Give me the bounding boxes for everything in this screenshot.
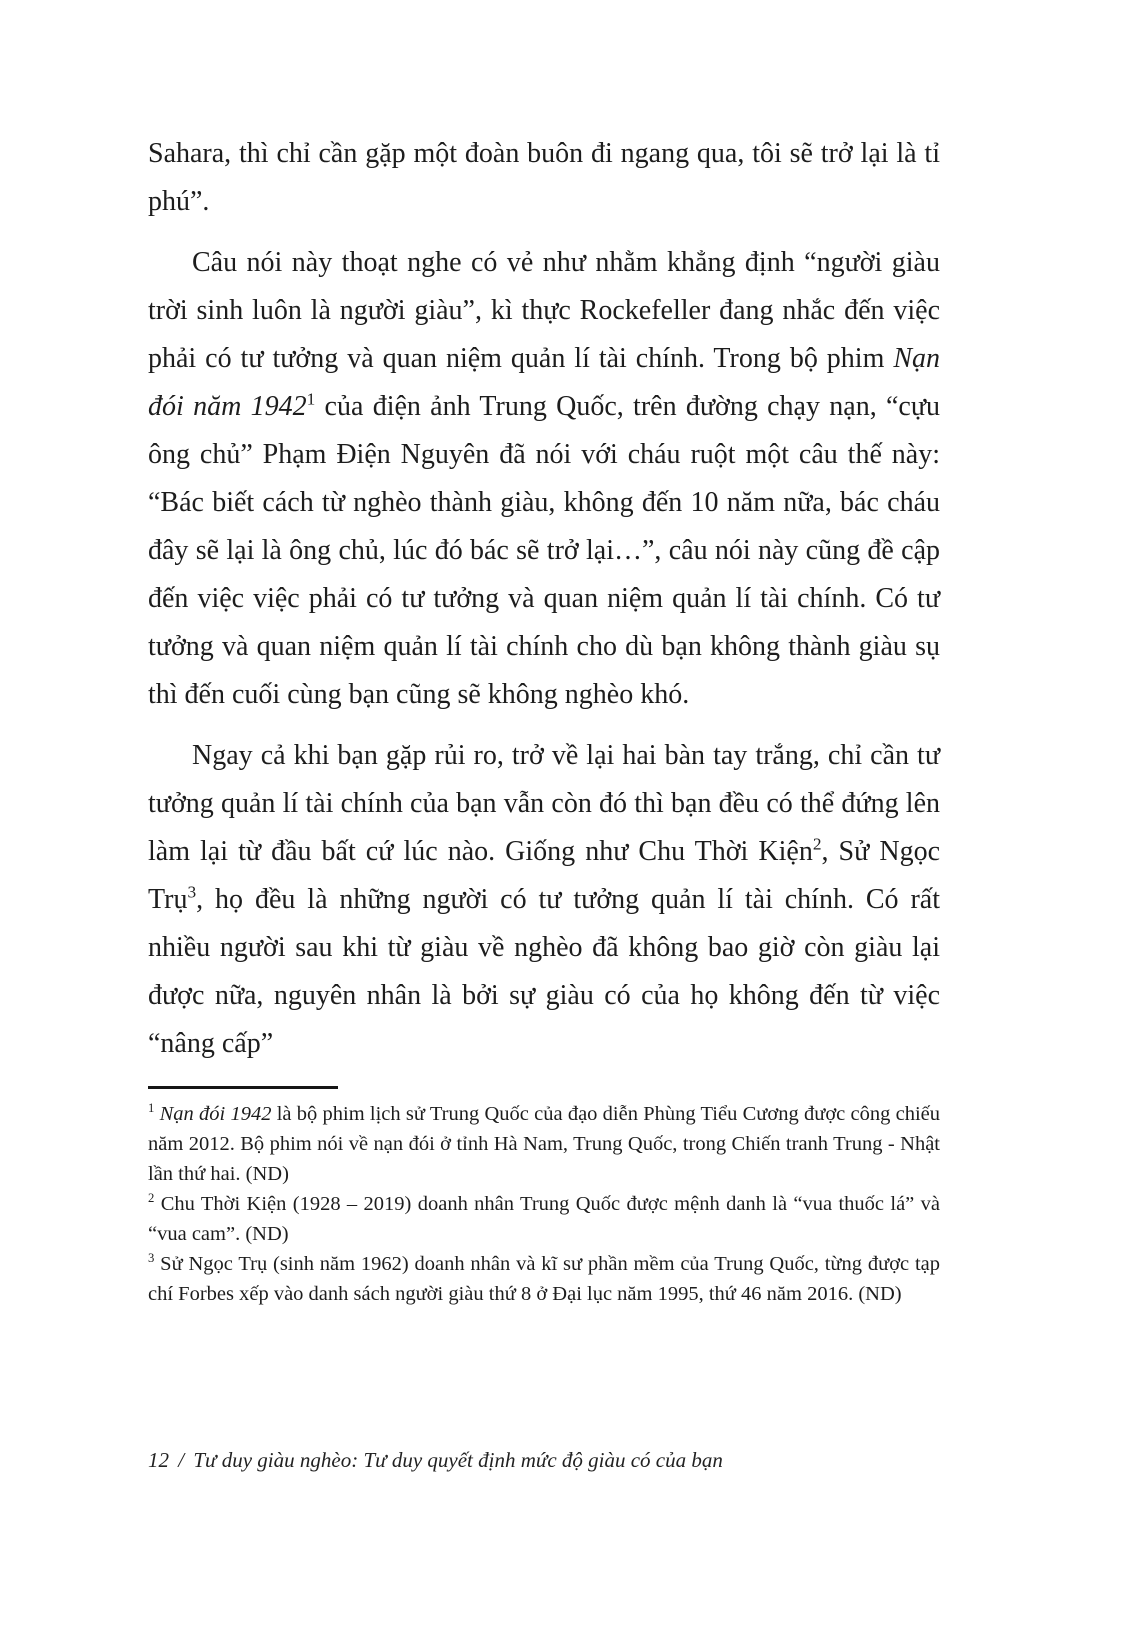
text-run: Ngay cả khi bạn gặp rủi ro, trở về lại hai bàn tay trắng, chỉ cần tư tưởng quản lí tài chính của bạn vẫn còn đó thì bạn đều có thể đứng lên làm lại từ đầu bất cứ lúc nào. Giống như Chu Thời Kiện	[148, 740, 940, 867]
footnote	[148, 1099, 940, 1189]
book-title: Tư duy giàu nghèo: Tư duy quyết định mức độ giàu có của bạn	[193, 1448, 723, 1472]
footnote-ref: 1	[148, 1101, 155, 1116]
footnote	[148, 1249, 940, 1309]
footnote-ref: 3	[148, 1251, 155, 1266]
text-run: là bộ phim lịch sử Trung Quốc của đạo diễn Phùng Tiểu Cương được công chiếu năm 2012. Bộ phim nói về nạn đói ở tỉnh Hà Nam, Trung Quốc, trong Chiến tranh Trung - Nhật lần thứ hai. (ND)	[148, 1103, 941, 1185]
text-run: Sahara, thì chỉ cần gặp một đoàn buôn đi ngang qua, tôi sẽ trở lại là tỉ phú”.	[148, 138, 940, 217]
footnote-ref: 1	[306, 389, 316, 409]
text-run: của điện ảnh Trung Quốc, trên đường chạy nạn, “cựu ông chủ” Phạm Điện Nguyên đã nói với cháu ruột một câu thế này: “Bác biết cách từ nghèo thành giàu, không đến 10 năm nữa, bác cháu đây sẽ lại là ông chủ, lúc đó bác sẽ trở lại…”, câu nói này cũng đề cập đến việc việc phải có tư tưởng và quan niệm quản lí tài chính. Có tư tưởng và quan niệm quản lí tài chính cho dù bạn không thành giàu sụ thì đến cuối cùng bạn cũng sẽ không nghèo khó.	[148, 391, 941, 710]
footnote-block	[148, 1086, 940, 1309]
footnote-ref: 2	[812, 834, 822, 854]
paragraph	[148, 239, 940, 719]
footnote-ref: 3	[187, 882, 197, 902]
paragraph	[148, 130, 940, 226]
paragraph	[148, 732, 940, 1068]
footnotes	[148, 1099, 940, 1309]
text-run: , họ đều là những người có tư tưởng quản lí tài chính. Có rất nhiều người sau khi từ giàu về nghèo đã không bao giờ còn giàu lại được nữa, nguyên nhân là bởi sự giàu có của họ không đến từ việc “nâng cấp”	[148, 884, 940, 1059]
page-body	[148, 130, 940, 1068]
text-run: Chu Thời Kiện (1928 – 2019) doanh nhân Trung Quốc được mệnh danh là “vua thuốc lá” và “vua cam”. (ND)	[148, 1193, 940, 1245]
text-run: Câu nói này thoạt nghe có vẻ như nhằm khẳng định “người giàu trời sinh luôn là người giàu”, kì thực Rockefeller đang nhắc đến việc phải có tư tưởng và quan niệm quản lí tài chính. Trong bộ phim	[148, 247, 940, 374]
text-run: Sử Ngọc Trụ (sinh năm 1962) doanh nhân và kĩ sư phần mềm của Trung Quốc, từng được tạp chí Forbes xếp vào danh sách người giàu thứ 8 ở Đại lục năm 1995, thứ 46 năm 2016. (ND)	[148, 1253, 940, 1305]
page-number: 12	[148, 1448, 169, 1472]
italic-text: Nạn đói 1942	[159, 1103, 272, 1125]
footnote-separator	[148, 1086, 338, 1089]
page-footer	[148, 1448, 723, 1473]
text-run: , Sử Ngọc Trụ	[148, 836, 941, 915]
footer-separator: /	[178, 1448, 185, 1472]
footnote	[148, 1189, 940, 1249]
italic-text: Nạn đói năm 1942	[148, 343, 940, 422]
footnote-ref: 2	[148, 1191, 155, 1206]
